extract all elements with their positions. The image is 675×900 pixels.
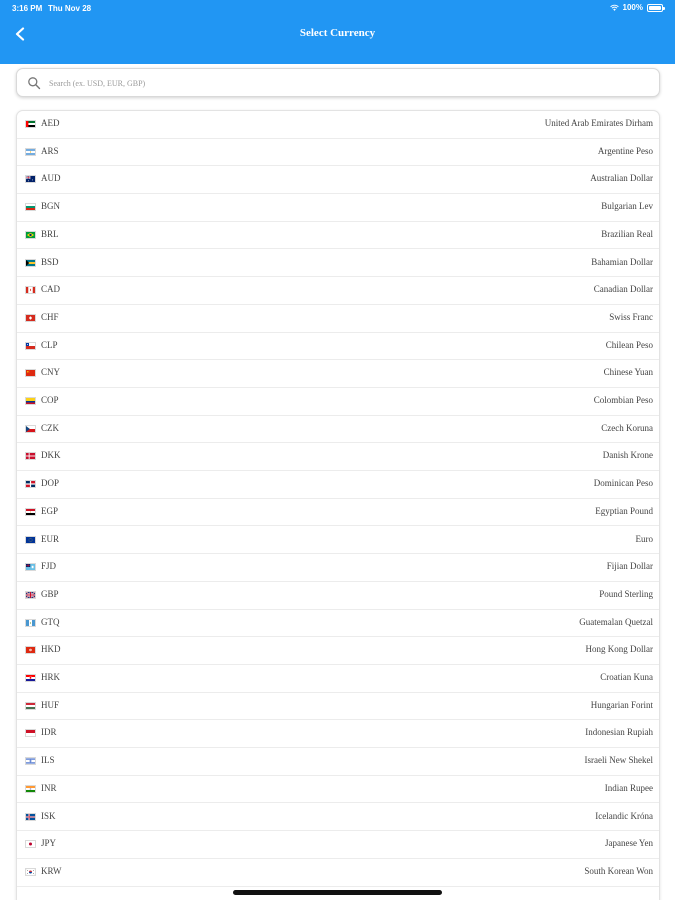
currency-code: CHF — [41, 311, 59, 322]
currency-code: ILS — [41, 755, 55, 766]
currency-name: Indian Rupee — [604, 782, 653, 793]
flag-fj-icon — [25, 563, 36, 571]
currency-row-krw[interactable] — [17, 859, 660, 887]
currency-row-dop[interactable] — [17, 471, 660, 499]
currency-row-fjd[interactable] — [17, 554, 660, 582]
flag-ca-icon — [25, 286, 36, 294]
currency-name: Indonesian Rupiah — [585, 727, 653, 738]
flag-ar-icon — [25, 148, 36, 156]
currency-code: EUR — [41, 533, 59, 544]
currency-row-czk[interactable] — [17, 416, 660, 444]
flag-kr-icon — [25, 868, 36, 876]
battery-percentage: 100% — [622, 3, 643, 12]
status-time: 3:16 PM — [12, 4, 43, 13]
currency-code: ARS — [41, 145, 59, 156]
currency-name: United Arab Emirates Dirham — [544, 118, 653, 128]
currency-name: Japanese Yen — [605, 838, 653, 849]
currency-name: Canadian Dollar — [593, 284, 653, 295]
currency-row-chf[interactable] — [17, 305, 660, 333]
flag-eu-icon — [25, 536, 36, 544]
currency-code: AUD — [41, 173, 61, 184]
currency-list — [16, 110, 660, 900]
currency-name: Chinese Yuan — [603, 367, 653, 378]
currency-code: JPY — [41, 838, 57, 849]
currency-name: Fijian Dollar — [606, 561, 653, 572]
currency-row-aed[interactable] — [17, 111, 660, 139]
currency-row-aud[interactable] — [17, 166, 660, 194]
currency-code: INR — [41, 782, 57, 793]
currency-row-bsd[interactable] — [17, 250, 660, 278]
currency-row-cny[interactable] — [17, 360, 660, 388]
status-date: Thu Nov 28 — [48, 4, 92, 13]
currency-code: KRW — [41, 865, 62, 876]
currency-name: Hungarian Forint — [590, 699, 653, 710]
currency-code: COP — [41, 395, 59, 405]
currency-name: Danish Krone — [602, 450, 653, 461]
battery-icon — [647, 4, 663, 12]
currency-row-jpy[interactable] — [17, 831, 660, 859]
currency-row-hrk[interactable] — [17, 665, 660, 693]
currency-row-egp[interactable] — [17, 499, 660, 527]
currency-row-isk[interactable] — [17, 804, 660, 832]
currency-code: GTQ — [41, 616, 60, 627]
flag-ch-icon — [25, 314, 36, 322]
flag-jp-icon — [25, 840, 36, 848]
currency-name: Chilean Peso — [605, 339, 653, 350]
home-indicator — [233, 890, 442, 895]
currency-name: Brazilian Real — [601, 228, 653, 239]
flag-ae-icon — [25, 120, 36, 128]
currency-row-cad[interactable] — [17, 277, 660, 305]
currency-code: BSD — [41, 256, 59, 267]
currency-code: BGN — [41, 201, 61, 212]
currency-name: Dominican Peso — [593, 478, 653, 489]
flag-do-icon — [25, 480, 36, 488]
currency-row-bgn[interactable] — [17, 194, 660, 222]
search-icon — [27, 76, 41, 90]
currency-code: ISK — [41, 810, 56, 821]
status-indicators — [610, 3, 663, 12]
currency-row-brl[interactable] — [17, 222, 660, 250]
currency-code: CAD — [41, 284, 61, 295]
flag-br-icon — [25, 231, 36, 239]
currency-code: GBP — [41, 588, 59, 599]
currency-code: DKK — [41, 450, 61, 461]
currency-code: BRL — [41, 228, 59, 239]
currency-name: Argentine Peso — [597, 145, 653, 156]
currency-code: CLP — [41, 339, 58, 350]
currency-name: Pound Sterling — [599, 588, 653, 599]
currency-row-ils[interactable] — [17, 748, 660, 776]
currency-row-gbp[interactable] — [17, 582, 660, 610]
flag-il-icon — [25, 757, 36, 765]
currency-name: Bulgarian Lev — [601, 201, 653, 212]
currency-name: Hong Kong Dollar — [585, 644, 653, 655]
currency-code: HUF — [41, 699, 60, 710]
currency-row-hkd[interactable] — [17, 637, 660, 665]
currency-code: IDR — [41, 727, 57, 738]
currency-row-eur[interactable] — [17, 527, 660, 555]
currency-code: HRK — [41, 672, 61, 682]
wifi-icon — [610, 3, 619, 12]
currency-name: Australian Dollar — [590, 173, 653, 184]
flag-au-icon — [25, 175, 36, 183]
flag-cl-icon — [25, 342, 36, 350]
app-header — [0, 0, 675, 64]
currency-name: Egyptian Pound — [595, 505, 653, 516]
flag-gb-icon — [25, 591, 36, 599]
flag-bs-icon — [25, 259, 36, 267]
flag-gt-icon — [25, 619, 36, 627]
currency-name: Czech Koruna — [601, 422, 653, 433]
flag-eg-icon — [25, 508, 36, 516]
currency-row-cop[interactable] — [17, 388, 660, 416]
currency-name: Icelandic Króna — [595, 810, 653, 821]
search-input[interactable] — [49, 73, 649, 93]
currency-name: Guatemalan Quetzal — [579, 616, 653, 627]
currency-code: AED — [41, 118, 60, 128]
currency-code: EGP — [41, 505, 59, 516]
flag-co-icon — [25, 397, 36, 405]
search-bar[interactable] — [16, 68, 660, 97]
currency-name: Colombian Peso — [593, 395, 653, 405]
flag-is-icon — [25, 813, 36, 821]
currency-name: South Korean Won — [584, 865, 653, 876]
flag-hr-icon — [25, 674, 36, 682]
currency-name: Swiss Franc — [609, 311, 653, 322]
currency-row-clp[interactable] — [17, 333, 660, 361]
currency-row-inr[interactable] — [17, 776, 660, 804]
currency-code: DOP — [41, 478, 60, 489]
status-bar — [0, 0, 675, 18]
currency-row-gtq[interactable] — [17, 610, 660, 638]
flag-bg-icon — [25, 203, 36, 211]
currency-code: CNY — [41, 367, 61, 378]
page-title: Select Currency — [299, 27, 376, 39]
flag-hu-icon — [25, 702, 36, 710]
currency-row-ars[interactable] — [17, 139, 660, 167]
flag-in-icon — [25, 785, 36, 793]
currency-code: HKD — [41, 644, 61, 655]
currency-code: CZK — [41, 422, 59, 433]
currency-name: Israeli New Shekel — [584, 755, 653, 766]
currency-name: Croatian Kuna — [600, 672, 653, 682]
flag-dk-icon — [25, 452, 36, 460]
currency-name: Euro — [635, 533, 653, 544]
flag-id-icon — [25, 729, 36, 737]
currency-row-idr[interactable] — [17, 720, 660, 748]
flag-hk-icon — [25, 646, 36, 654]
currency-code: FJD — [41, 561, 57, 572]
flag-cz-icon — [25, 425, 36, 433]
currency-row-huf[interactable] — [17, 693, 660, 721]
flag-cn-icon — [25, 369, 36, 377]
currency-row-dkk[interactable] — [17, 443, 660, 471]
currency-name: Bahamian Dollar — [591, 256, 653, 267]
